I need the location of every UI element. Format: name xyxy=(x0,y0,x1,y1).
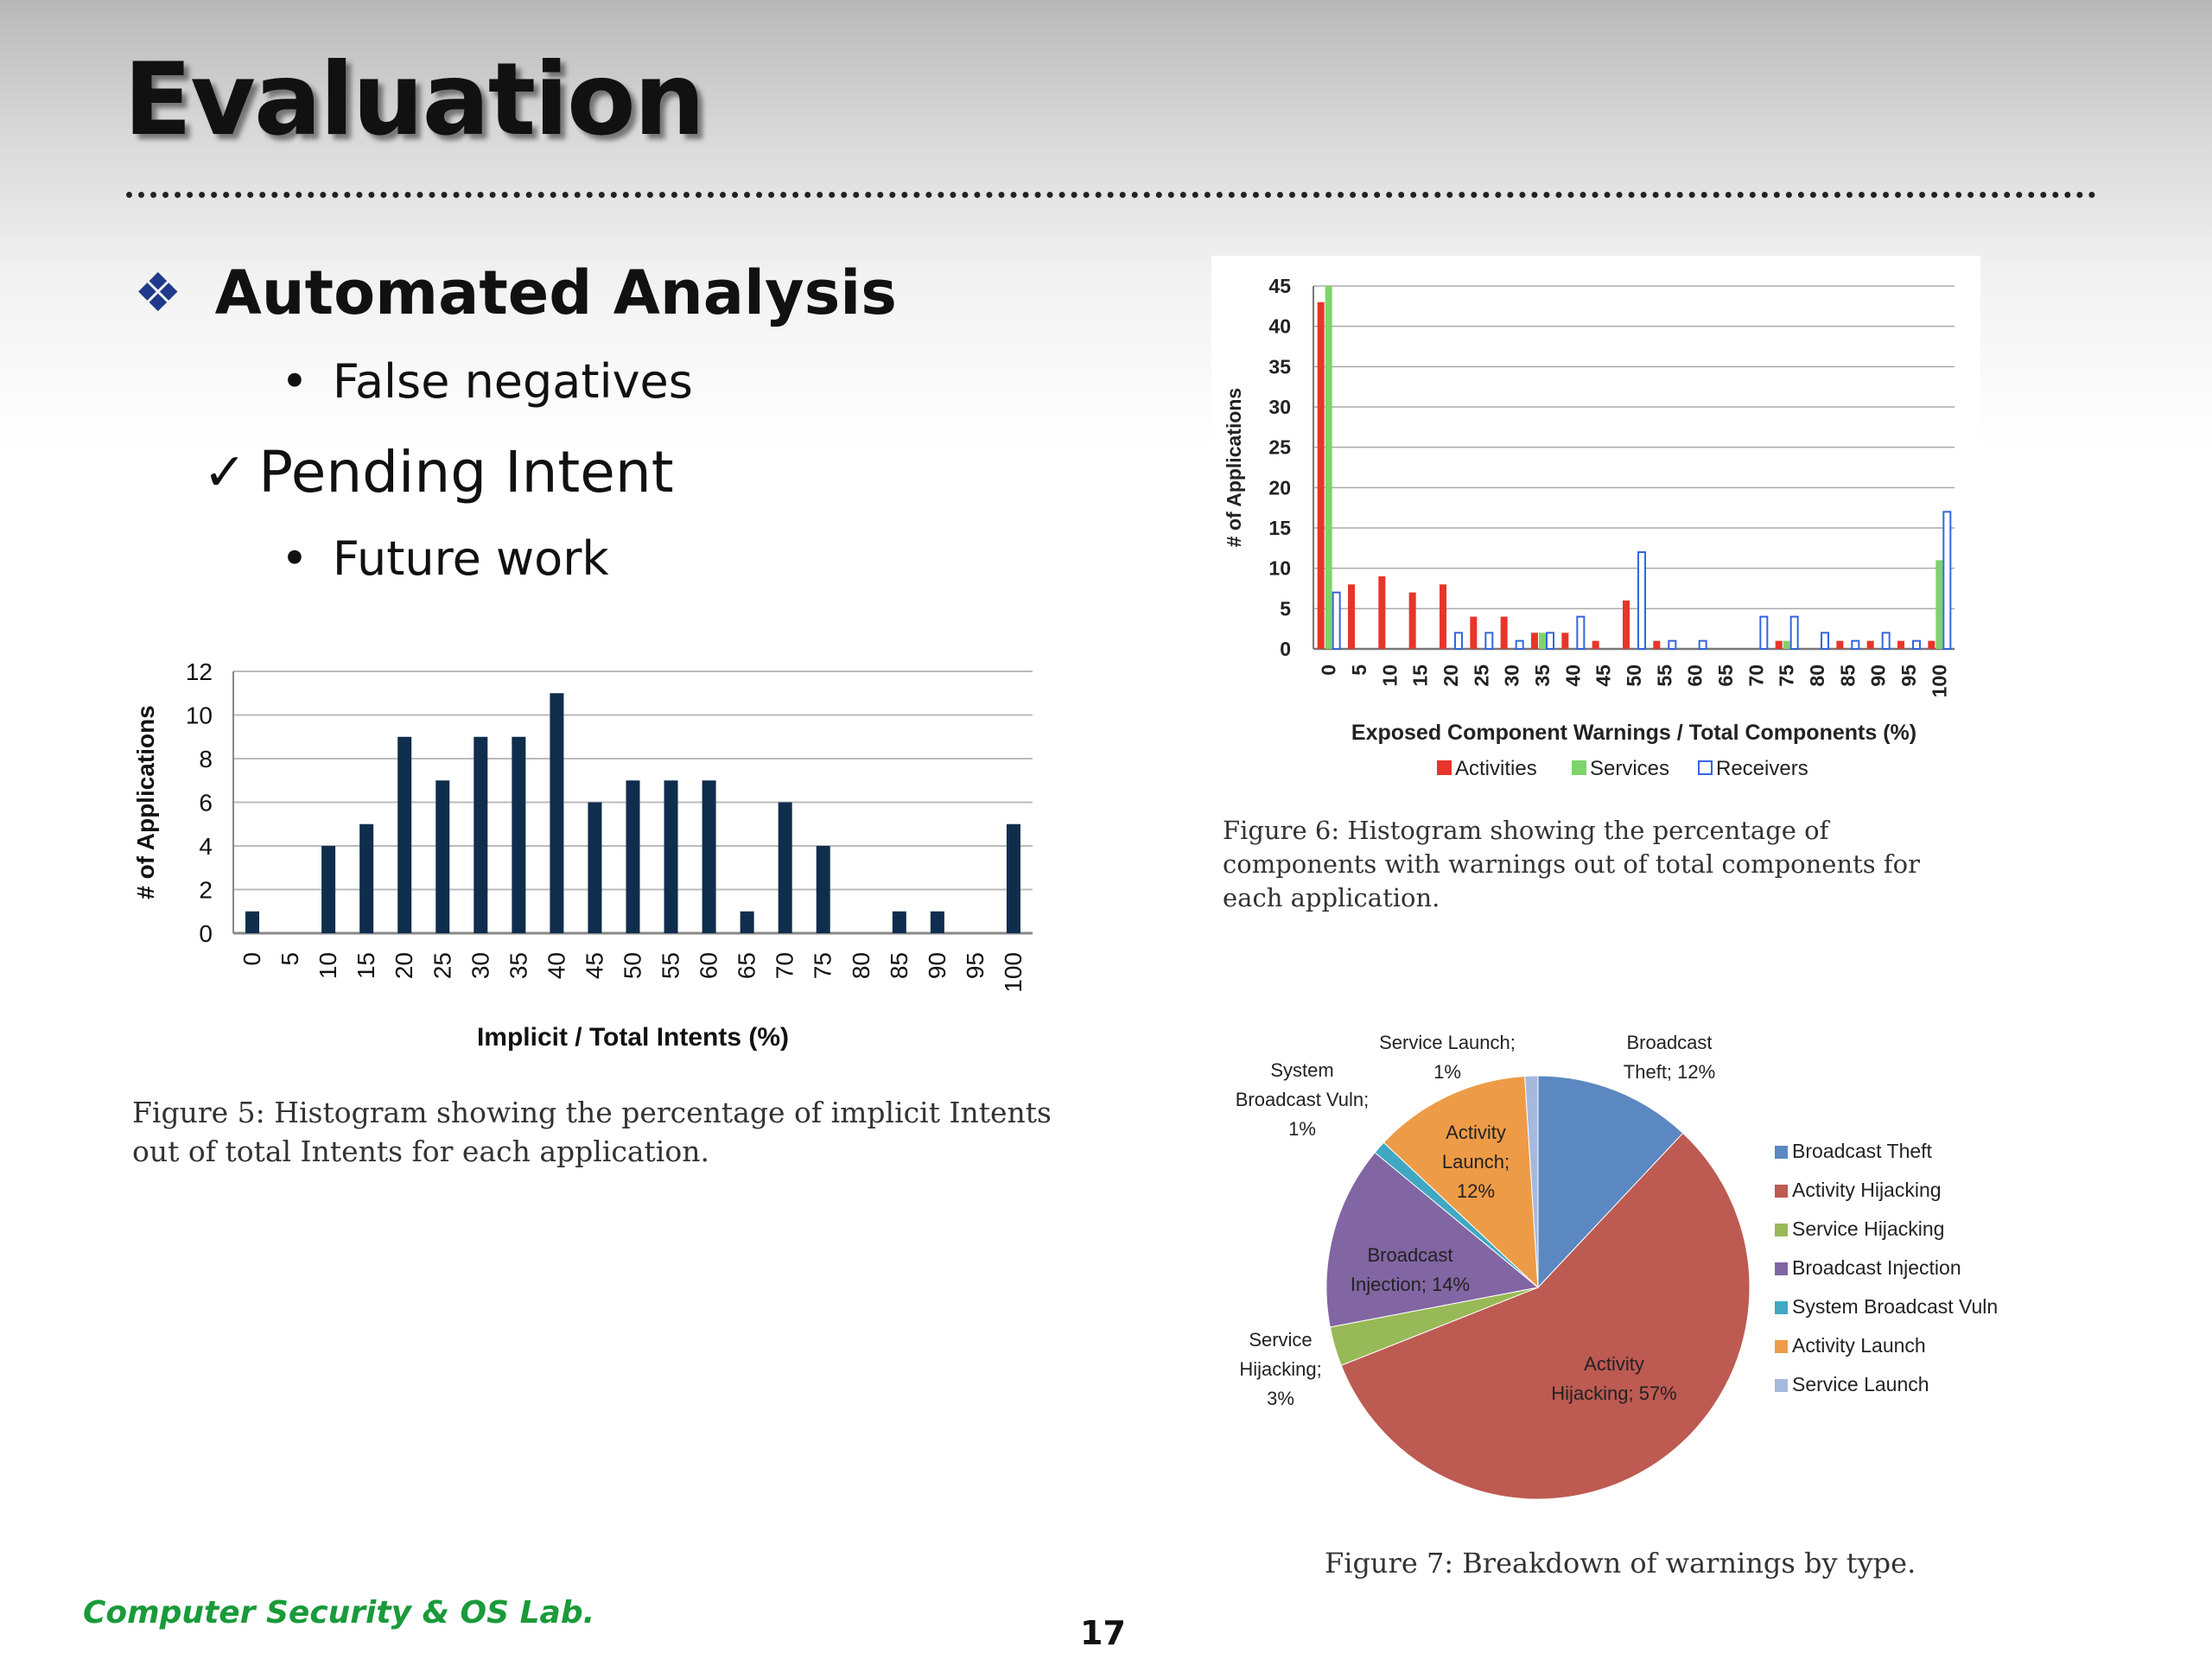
pie-data-label-line: 1% xyxy=(1288,1118,1316,1140)
x-tick-label: 90 xyxy=(1866,664,1890,687)
bar-receivers xyxy=(1852,641,1859,649)
x-tick-label: 15 xyxy=(353,952,380,980)
x-tick-label: 90 xyxy=(923,952,950,980)
bar-activities xyxy=(1623,601,1630,649)
bar xyxy=(474,737,487,933)
bullet-dot-icon: • xyxy=(281,531,308,586)
bar-receivers xyxy=(1700,641,1707,649)
bar-activities xyxy=(1501,617,1508,649)
bar-activities xyxy=(1409,593,1416,649)
x-tick-label: 50 xyxy=(619,952,646,980)
y-tick-label: 12 xyxy=(185,658,213,685)
bar-receivers xyxy=(1577,617,1584,649)
x-tick-label: 25 xyxy=(429,952,456,980)
diamond-bullet-icon: ❖ xyxy=(134,261,182,324)
x-tick-label: 65 xyxy=(733,952,760,980)
y-tick-label: 8 xyxy=(199,746,213,772)
bar-services xyxy=(1539,632,1546,649)
bar-receivers xyxy=(1883,632,1890,649)
pie-data-label-line: 12% xyxy=(1456,1180,1496,1202)
figure6-caption: Figure 6: Histogram showing the percentage of components with warnings out of total components for each application. xyxy=(1223,816,1920,913)
pie-data-label-line: Hijacking; 57% xyxy=(1551,1382,1677,1404)
bar-receivers xyxy=(1638,552,1645,649)
bar xyxy=(817,846,830,933)
x-tick-label: 10 xyxy=(1378,664,1402,687)
bar-activities xyxy=(1470,617,1477,649)
y-tick-label: 4 xyxy=(199,833,213,860)
y-tick-label: 0 xyxy=(199,920,213,947)
bar-activities xyxy=(1378,576,1385,649)
y-tick-label: 5 xyxy=(1280,597,1291,620)
pie-data-label-line: Service xyxy=(1249,1329,1313,1351)
legend-label: System Broadcast Vuln xyxy=(1792,1295,1999,1318)
y-tick-label: 6 xyxy=(199,789,213,817)
bar-receivers xyxy=(1791,617,1798,649)
figure5-histogram xyxy=(121,639,1046,1063)
bar-receivers xyxy=(1669,641,1675,649)
bullet-heading-text: Automated Analysis xyxy=(214,257,897,328)
bar-receivers xyxy=(1821,632,1828,649)
y-tick-label: 20 xyxy=(1268,476,1291,499)
pie-data-label-line: Injection; 14% xyxy=(1350,1274,1471,1295)
bullet-item-false-negatives xyxy=(281,354,693,409)
pie-data-label xyxy=(1624,1032,1715,1083)
page-number: 17 xyxy=(1080,1614,1126,1652)
y-tick-label: 30 xyxy=(1268,396,1291,418)
y-tick-label: 35 xyxy=(1268,355,1291,378)
x-tick-label: 35 xyxy=(1531,664,1554,687)
legend-label: Activities xyxy=(1455,757,1537,780)
bar-activities xyxy=(1348,584,1355,649)
bar-receivers xyxy=(1760,617,1767,649)
title-divider xyxy=(126,192,2096,198)
y-tick-label: 10 xyxy=(185,702,213,729)
pie-data-label xyxy=(1236,1059,1370,1140)
x-tick-label: 25 xyxy=(1470,664,1493,687)
x-tick-label: 15 xyxy=(1408,664,1432,687)
y-tick-label: 45 xyxy=(1268,275,1291,297)
bar-services xyxy=(1936,560,1942,649)
legend-label: Activity Launch xyxy=(1792,1334,1926,1357)
x-tick-label: 60 xyxy=(695,952,722,980)
x-tick-label: 35 xyxy=(505,952,532,980)
x-tick-label: 70 xyxy=(771,952,798,980)
legend-label: Service Launch xyxy=(1792,1373,1929,1395)
bar-receivers xyxy=(1455,632,1462,649)
bar-receivers xyxy=(1516,641,1523,649)
legend-label: Services xyxy=(1590,757,1670,780)
y-tick-label: 10 xyxy=(1268,556,1291,580)
legend-label: Receivers xyxy=(1716,757,1808,780)
x-tick-label: 20 xyxy=(1440,664,1462,687)
figure6-histogram xyxy=(1211,256,1980,800)
x-tick-label: 45 xyxy=(1592,664,1615,687)
bullet-item-future-work xyxy=(281,531,609,586)
legend-label: Broadcast Injection xyxy=(1792,1256,1961,1279)
bar xyxy=(550,693,563,933)
bar-activities xyxy=(1836,641,1843,649)
pie-data-label-line: Activity xyxy=(1584,1353,1644,1375)
pie-data-label-line: Service Launch; xyxy=(1379,1032,1516,1053)
pie-data-label-line: 3% xyxy=(1267,1388,1294,1409)
y-axis-label: # of Applications xyxy=(132,705,159,899)
bar xyxy=(931,912,944,933)
x-tick-label: 100 xyxy=(999,952,1027,993)
bar xyxy=(512,737,525,933)
figure7-caption: Figure 7: Breakdown of warnings by type. xyxy=(1325,1547,1916,1580)
x-tick-label: 30 xyxy=(467,952,494,980)
x-tick-label: 85 xyxy=(1836,664,1859,687)
bullet-dot-icon: • xyxy=(281,354,308,409)
x-tick-label: 5 xyxy=(1348,664,1370,676)
legend-swatch xyxy=(1573,761,1586,774)
bar xyxy=(664,780,678,933)
y-axis-label: # of Applications xyxy=(1223,387,1245,548)
x-tick-label: 5 xyxy=(276,952,304,966)
x-tick-label: 20 xyxy=(391,952,418,980)
bar xyxy=(741,912,754,933)
legend-swatch xyxy=(1775,1262,1788,1275)
pie-data-label-line: Theft; 12% xyxy=(1623,1061,1716,1083)
pie-data-label-line: Broadcast xyxy=(1626,1032,1713,1053)
x-tick-label: 0 xyxy=(238,952,266,966)
pie-data-label-line: System xyxy=(1270,1059,1334,1081)
bar xyxy=(321,846,335,933)
bar xyxy=(245,912,259,933)
bar-activities xyxy=(1592,641,1599,649)
x-tick-label: 55 xyxy=(1653,664,1676,687)
bar-activities xyxy=(1561,632,1568,649)
x-tick-label: 75 xyxy=(1775,664,1798,687)
x-tick-label: 65 xyxy=(1714,664,1737,687)
x-tick-label: 10 xyxy=(315,952,342,980)
x-tick-label: 80 xyxy=(1806,664,1828,687)
bar-activities xyxy=(1897,641,1904,649)
bar xyxy=(779,803,792,934)
legend-label: Activity Hijacking xyxy=(1792,1179,1942,1201)
bar-receivers xyxy=(1333,593,1340,649)
legend-swatch xyxy=(1775,1146,1788,1159)
y-tick-label: 2 xyxy=(199,876,213,904)
x-axis-label: Exposed Component Warnings / Total Components (%) xyxy=(1351,721,1917,745)
x-tick-label: 70 xyxy=(1745,664,1768,687)
figure5-caption: Figure 5: Histogram showing the percentage of implicit Intents out of total Intents for each application. xyxy=(132,1096,1052,1168)
x-tick-label: 30 xyxy=(1500,664,1523,687)
bar-activities xyxy=(1440,584,1446,649)
pie-data-label xyxy=(1239,1329,1321,1409)
pie-data-label-line: Launch; xyxy=(1441,1151,1510,1173)
bar-activities xyxy=(1318,302,1325,649)
bar-receivers xyxy=(1547,632,1554,649)
legend-swatch xyxy=(1775,1224,1788,1236)
bar xyxy=(626,780,640,933)
bar xyxy=(359,824,373,933)
legend-label: Broadcast Theft xyxy=(1792,1140,1932,1162)
slide-title: Evaluation xyxy=(124,41,704,158)
x-tick-label: 40 xyxy=(543,952,570,980)
pie-data-label-line: Activity xyxy=(1446,1122,1506,1143)
bar-receivers xyxy=(1913,641,1920,649)
bullet-item-text: Future work xyxy=(332,531,609,586)
bar xyxy=(397,737,411,933)
y-tick-label: 40 xyxy=(1268,315,1291,338)
bar-services xyxy=(1325,286,1332,649)
y-tick-label: 0 xyxy=(1280,638,1291,660)
x-axis-label: Implicit / Total Intents (%) xyxy=(476,1023,790,1052)
checkmark-icon: ✓ xyxy=(203,442,247,503)
x-tick-label: 80 xyxy=(847,952,874,980)
x-tick-label: 75 xyxy=(809,952,836,980)
bullet-item-text: False negatives xyxy=(332,354,693,409)
y-tick-label: 15 xyxy=(1268,517,1291,539)
footer-lab-name: Computer Security & OS Lab. xyxy=(83,1595,595,1630)
bar xyxy=(588,803,601,934)
bar-activities xyxy=(1928,641,1935,649)
bar xyxy=(893,912,906,933)
x-tick-label: 0 xyxy=(1317,664,1340,676)
x-tick-label: 60 xyxy=(1683,664,1707,687)
bar-services xyxy=(1783,641,1790,649)
legend-swatch xyxy=(1775,1340,1788,1353)
x-tick-label: 45 xyxy=(581,952,608,980)
x-tick-label: 85 xyxy=(885,952,912,980)
bar-activities xyxy=(1776,641,1783,649)
legend-label: Service Hijacking xyxy=(1792,1217,1945,1240)
bar xyxy=(702,780,716,933)
legend-swatch xyxy=(1438,761,1451,774)
legend-swatch xyxy=(1699,761,1712,774)
x-tick-label: 40 xyxy=(1561,664,1585,687)
pie-data-label xyxy=(1379,1032,1516,1083)
pie-data-label-line: 1% xyxy=(1433,1061,1461,1083)
x-tick-label: 95 xyxy=(1897,664,1920,687)
x-tick-label: 100 xyxy=(1928,664,1951,698)
bullet-item-text: Pending Intent xyxy=(258,439,674,505)
legend-swatch xyxy=(1775,1379,1788,1392)
figure7-pie-chart xyxy=(1211,1020,2075,1512)
x-tick-label: 55 xyxy=(657,952,684,980)
x-tick-label: 95 xyxy=(961,952,988,980)
pie-data-label-line: Hijacking; xyxy=(1239,1358,1322,1380)
bullet-heading xyxy=(134,257,897,328)
pie-data-label-line: Broadcast xyxy=(1367,1244,1453,1266)
bar-activities xyxy=(1531,632,1538,649)
pie-data-label-line: Broadcast Vuln; xyxy=(1235,1089,1370,1110)
bar-activities xyxy=(1867,641,1874,649)
bar-activities xyxy=(1653,641,1660,649)
legend-swatch xyxy=(1775,1185,1788,1198)
bar-receivers xyxy=(1485,632,1492,649)
legend-swatch xyxy=(1775,1301,1788,1314)
x-tick-label: 50 xyxy=(1623,664,1645,687)
bar-receivers xyxy=(1943,512,1950,649)
bar xyxy=(1007,824,1020,933)
bullet-item-pending-intent xyxy=(203,439,674,505)
bar xyxy=(435,780,449,933)
y-tick-label: 25 xyxy=(1268,435,1291,459)
